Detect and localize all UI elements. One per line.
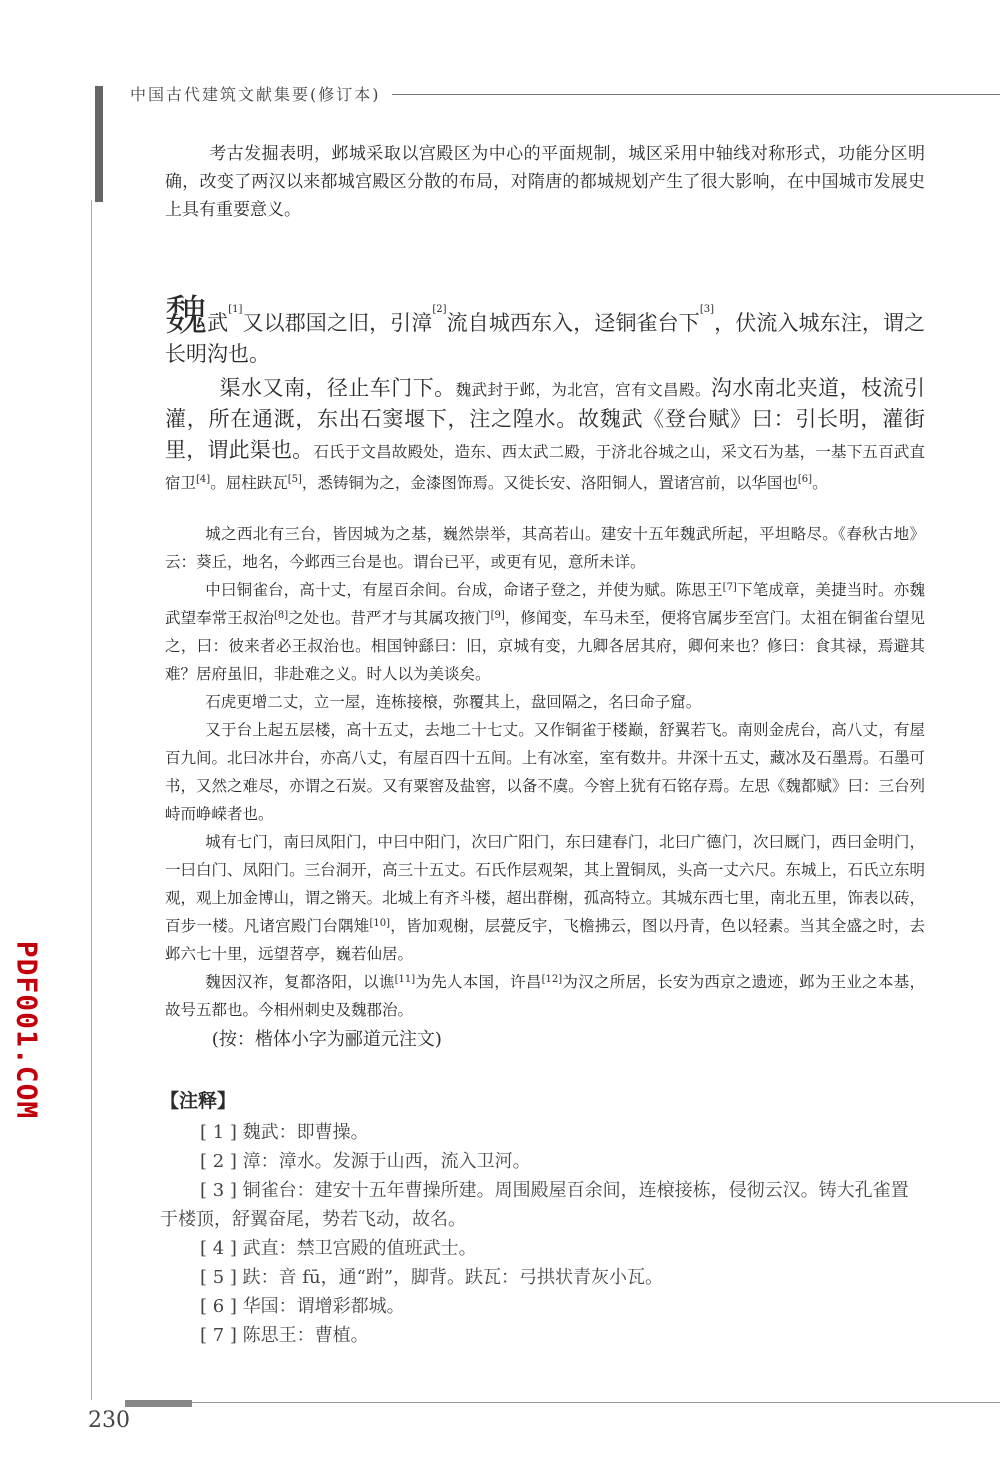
footer-rule — [192, 1402, 1000, 1403]
margin-line — [91, 200, 92, 1400]
commentary-paragraph-6: 又于台上起五层楼，高十五丈，去地二十七丈。又作铜雀于楼巅，舒翼若飞。南则金虎台，高八丈，有屋百九间。北曰冰井台，亦高八丈，有屋百四十五间。上有冰室，室有数井。井深十五丈，藏冰及石墨焉。石墨可书，又然之难尽，亦谓之石炭。又有粟窖及盐窖，以备不虞。今窖上犹有石铭存焉。左思《魏都赋》曰：三台列峙而峥嵘者也。 — [165, 721, 925, 823]
editor-note: (按：楷体小字为郦道元注文) — [211, 1029, 442, 1050]
page-number: 230 — [88, 1408, 130, 1433]
note-item: [ 6 ] 华国：谓增彩都城。 — [200, 1296, 405, 1317]
note-item: [ 7 ] 陈思王：曹植。 — [200, 1325, 369, 1346]
note-item: [ 5 ] 趺：音 fū，通“跗”，脚背。趺瓦：弓拱状青灰小瓦。 — [200, 1267, 664, 1288]
note-item: [ 2 ] 漳：漳水。发源于山西，流入卫河。 — [200, 1151, 531, 1172]
commentary-paragraph-7: 城有七门，南曰凤阳门，中曰中阳门，次曰广阳门，东曰建春门，北曰广德门，次曰厩门，西曰金明门，一曰白门、凤阳门。三台洞开，高三十五丈。石氏作层观架，其上置铜凤，头高一丈六尺。东城上，石氏立东明观，观上加金博山，谓之锵天。北城上有齐斗楼，超出群榭，孤高特立。其城东西七里，南北五里，饰表以砖，百步一楼。凡诸宫殿门台隅雉[10]，皆加观榭，层甍反宇，飞檐拂云，图以丹青，色以轻素。当其全盛之时，去邺六七十里，远望苕亭，巍若仙居。 — [165, 833, 925, 963]
running-header: 中国古代建筑文献集要(修订本) — [130, 85, 381, 104]
commentary-paragraph-8: 魏因汉祚，复都洛阳，以谯[11]为先人本国，许昌[12]为汉之所居，长安为西京之遗迹，邺为王业之本基，故号五都也。今相州刺史及魏郡治。 — [165, 973, 925, 1019]
note-item: [ 4 ] 武直：禁卫宫殿的值班武士。 — [200, 1238, 477, 1259]
footer-bar — [125, 1400, 192, 1407]
margin-bar — [95, 86, 103, 202]
watermark: PDF001.COM — [10, 940, 44, 1120]
main-paragraph-1: 魏武[1]又以郡国之旧，引漳[2]流自城西东入，迳铜雀台下[3]，伏流入城东注，谓之长明沟也。 — [165, 291, 926, 366]
note-item: [ 3 ] 铜雀台：建安十五年曹操所建。周围殿屋百余间，连榱接栋，侵彻云汉。铸大孔雀置于楼顶，舒翼奋尾，势若飞动，故名。 — [160, 1180, 909, 1230]
main-paragraph-2: 渠水又南，径止车门下。魏武封于邺，为北宫，宫有文昌殿。沟水南北夹道，枝流引灌，所在通溉，东出石窦堰下，注之隍水。故魏武《登台赋》曰：引长明，灌街里，谓此渠也。石氏于文昌故殿处，造东、西太武二殿，于济北谷城之山，采文石为基，一基下五百武直宿卫[4]。屈柱趺瓦[5]，悉铸铜为之，金漆图饰焉。又徙长安、洛阳铜人，置诸宫前，以华国也[6]。 — [165, 376, 926, 492]
notes-heading: 【注释】 — [160, 1090, 237, 1112]
commentary-paragraph-4: 中曰铜雀台，高十丈，有屋百余间。台成，命诸子登之，并使为赋。陈思王[7]下笔成章，美捷当时。亦魏武望奉常王叔治[8]之处也。昔严才与其属攻掖门[9]，修闻变，车马未至，便将官属步至宫门。太祖在铜雀台望见之，曰：彼来者必王叔治也。相国钟繇曰：旧，京城有变，九卿各居其府，卿何来也？修曰：食其禄，焉避其难？居府虽旧，非赴难之义。时人以为美谈矣。 — [165, 581, 925, 683]
header-rule — [392, 94, 1000, 95]
commentary-paragraph-3: 城之西北有三台，皆因城为之基，巍然崇举，其高若山。建安十五年魏武所起，平坦略尽。《春秋古地》云：葵丘，地名，今邺西三台是也。谓台已平，或更有见，意所未详。 — [165, 525, 925, 571]
intro-paragraph: 考古发掘表明，邺城采取以宫殿区为中心的平面规制，城区采用中轴线对称形式，功能分区明确，改变了两汉以来都城宫殿区分散的布局，对隋唐的都城规划产生了很大影响，在中国城市发展史上具有重要意义。 — [165, 144, 925, 220]
commentary-paragraph-5: 石虎更增二丈，立一屋，连栋接榱，弥覆其上，盘回隔之，名曰命子窟。 — [205, 693, 702, 711]
note-item: [ 1 ] 魏武：即曹操。 — [200, 1122, 369, 1143]
dropcap: 魏 — [165, 291, 208, 340]
notes-list — [160, 1118, 920, 1350]
